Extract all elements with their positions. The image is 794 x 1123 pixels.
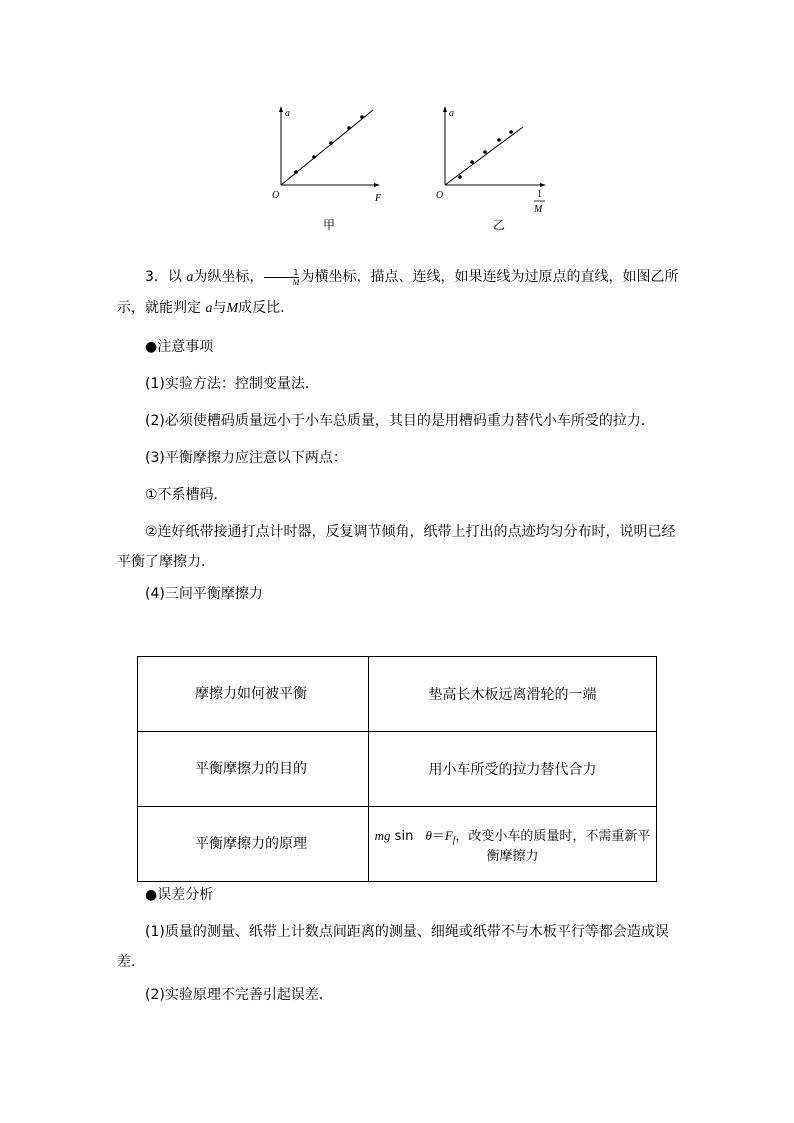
var-M: M [226, 301, 239, 316]
figure-right-svg [432, 100, 562, 220]
paragraph-3 [117, 262, 687, 324]
data-point [470, 160, 474, 164]
note-item-4: ①不系槽码． [145, 487, 228, 503]
table-body-cell: 垫高长木板远离滑轮的一端 [369, 657, 657, 732]
data-point [458, 175, 462, 179]
y-axis-arrow [279, 106, 283, 112]
table-body-text: ，改变小车的质量时，不需重新平衡摩擦力 [455, 828, 651, 864]
fit-line [445, 127, 523, 185]
figure-right-caption: 乙 [493, 218, 506, 232]
data-point [294, 170, 298, 174]
y-axis-arrow [443, 106, 447, 112]
para3-prefix: 3．以 [145, 269, 187, 285]
para3-text: 为横坐标，描点、连线，如果连线为过原点的直线，如图乙所示，就能判定 [117, 269, 679, 316]
para3-text: 为纵坐标， [193, 269, 264, 285]
figure-left-svg [268, 100, 388, 210]
figure-left [268, 100, 388, 210]
origin-label: O [272, 190, 280, 201]
error-item-2: (2)实验原理不完善引起误差． [145, 987, 333, 1003]
note-item-3: (3)平衡摩擦力应注意以下两点： [145, 450, 347, 466]
friction-table [137, 656, 657, 882]
table-head-cell: 平衡摩擦力的目的 [138, 732, 369, 807]
para3-text: 与 [212, 300, 227, 316]
y-axis-label: a [449, 108, 454, 119]
formula-mg: mg [374, 827, 391, 843]
x-axis-label: F [375, 193, 382, 204]
data-point [483, 150, 487, 154]
figure-right [432, 100, 562, 220]
x-axis-label-denominator: M [534, 204, 543, 215]
frac-num: 1 [264, 268, 299, 278]
fraction-1-over-M [264, 268, 299, 287]
formula-sin: sin [390, 828, 418, 844]
data-point [509, 130, 513, 134]
data-point [497, 138, 501, 142]
origin-label: O [436, 190, 444, 201]
table-row [138, 807, 657, 882]
x-axis-label-numerator: 1 [537, 189, 542, 200]
formula-theta: θ [425, 827, 432, 843]
data-point [329, 141, 333, 145]
data-point [347, 126, 351, 130]
errors-heading: ●误差分析 [145, 887, 214, 903]
formula-F: F [444, 827, 453, 843]
figure-left-caption: 甲 [323, 218, 336, 232]
table-body-cell: 用小车所受的拉力替代合力 [369, 732, 657, 807]
x-axis-arrow [540, 183, 546, 187]
note-item-6: (4)三问平衡摩擦力 [145, 586, 263, 602]
note-item-2: (2)必须使槽码质量远小于小车总质量，其目的是用槽码重力替代小车所受的拉力． [145, 413, 655, 429]
formula-sub: f [452, 834, 456, 845]
note-item-5: ②连好纸带接通打点计时器，反复调节倾角，纸带上打出的点迹均匀分布时，说明已经平衡了摩擦力． [117, 524, 676, 570]
formula-eq: ＝ [431, 828, 445, 844]
var-a: a [205, 301, 213, 316]
para3-text: 成反比． [238, 300, 295, 316]
data-point [360, 115, 364, 119]
y-axis-label: a [285, 108, 290, 119]
fit-line [281, 110, 373, 185]
error-item-1: (1)质量的测量、纸带上计数点间距离的测量、细绳或纸带不与木板平行等都会造成误差． [117, 924, 669, 970]
table-row [138, 657, 657, 732]
table-row [138, 732, 657, 807]
note-item-1: (1)实验方法：控制变量法． [145, 376, 319, 392]
notes-heading: ●注意事项 [145, 339, 214, 355]
table-head-cell: 摩擦力如何被平衡 [138, 657, 369, 732]
frac-den: M [292, 277, 300, 287]
table-body-cell [369, 807, 657, 882]
table-head-cell: 平衡摩擦力的原理 [138, 807, 369, 882]
data-point [312, 155, 316, 159]
x-axis-arrow [374, 183, 380, 187]
var-a: a [186, 270, 194, 285]
